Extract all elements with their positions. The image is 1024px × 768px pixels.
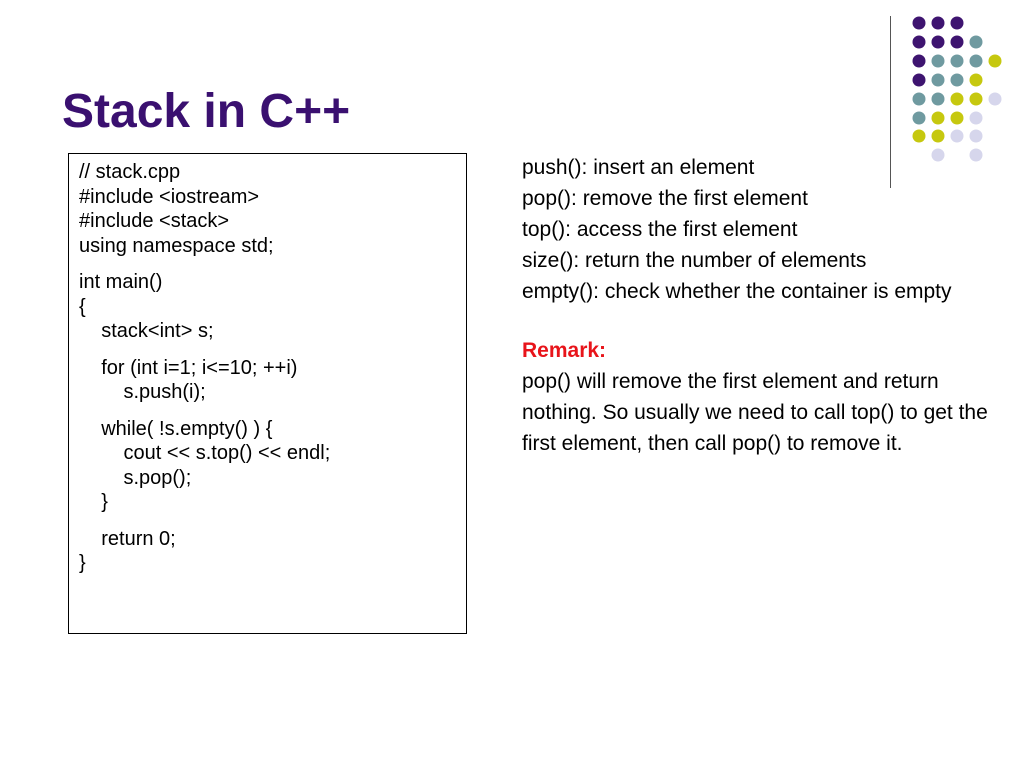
decorative-dot	[951, 17, 964, 30]
code-blank-line	[79, 405, 466, 417]
note-empty: empty(): check whether the container is empty	[522, 280, 952, 303]
decorative-dot	[932, 112, 945, 125]
note-size: size(): return the number of elements	[522, 249, 867, 272]
code-line: for (int i=1; i<=10; ++i)	[79, 356, 298, 379]
decorative-dot	[970, 112, 983, 125]
code-line: {	[79, 295, 86, 318]
remark-body: pop() will remove the first element and return nothing. So usually we need to call top() to get the first element, then call pop() to remove it.	[522, 370, 988, 455]
decorative-dot	[932, 93, 945, 106]
code-line: return 0;	[79, 527, 176, 550]
note-pop: pop(): remove the first element	[522, 187, 808, 210]
note-push: push(): insert an element	[522, 156, 755, 179]
code-blank-line	[79, 344, 466, 356]
code-blank-line	[79, 515, 466, 527]
note-top: top(): access the first element	[522, 218, 798, 241]
code-line: cout << s.top() << endl;	[79, 442, 331, 464]
code-line: }	[79, 491, 108, 513]
code-line: // stack.cpp	[79, 161, 181, 183]
decorative-dot	[932, 74, 945, 87]
decorative-dot	[970, 74, 983, 87]
decorative-dot	[932, 55, 945, 68]
decorative-dot	[970, 36, 983, 49]
code-line: #include <iostream>	[79, 185, 260, 208]
remark-heading: Remark:	[522, 339, 607, 362]
decorative-dot	[913, 112, 926, 125]
decorative-dot	[951, 130, 964, 143]
decorative-dot	[913, 130, 926, 143]
decorative-dot	[951, 74, 964, 87]
decorative-dot	[951, 55, 964, 68]
decorative-dot	[932, 130, 945, 143]
decorative-dot	[932, 17, 945, 30]
code-line: while( !s.empty() ) {	[79, 417, 273, 440]
decorative-dot	[989, 55, 1002, 68]
code-line: }	[79, 552, 86, 574]
decorative-dot	[932, 36, 945, 49]
code-line: stack<int> s;	[79, 320, 214, 342]
code-blank-line	[79, 258, 466, 270]
decorative-dot	[913, 36, 926, 49]
decorative-dot	[970, 93, 983, 106]
code-line: #include <stack>	[79, 210, 230, 232]
code-line: s.push(i);	[79, 381, 206, 403]
decorative-dot	[970, 55, 983, 68]
decorative-dot	[913, 17, 926, 30]
decorative-dot	[989, 93, 1002, 106]
decorative-dot	[951, 36, 964, 49]
decorative-dot	[913, 55, 926, 68]
notes-panel	[522, 152, 992, 459]
slide-title: Stack in C++	[62, 85, 351, 138]
notes-spacer	[522, 307, 992, 335]
decorative-dot	[951, 112, 964, 125]
decorative-dot	[951, 93, 964, 106]
decorative-dot	[970, 130, 983, 143]
code-line: s.pop();	[79, 466, 192, 489]
code-box	[68, 153, 467, 634]
decorative-dot	[913, 74, 926, 87]
code-line: int main()	[79, 271, 163, 293]
decorative-dot	[913, 93, 926, 106]
code-line: using namespace std;	[79, 234, 274, 257]
